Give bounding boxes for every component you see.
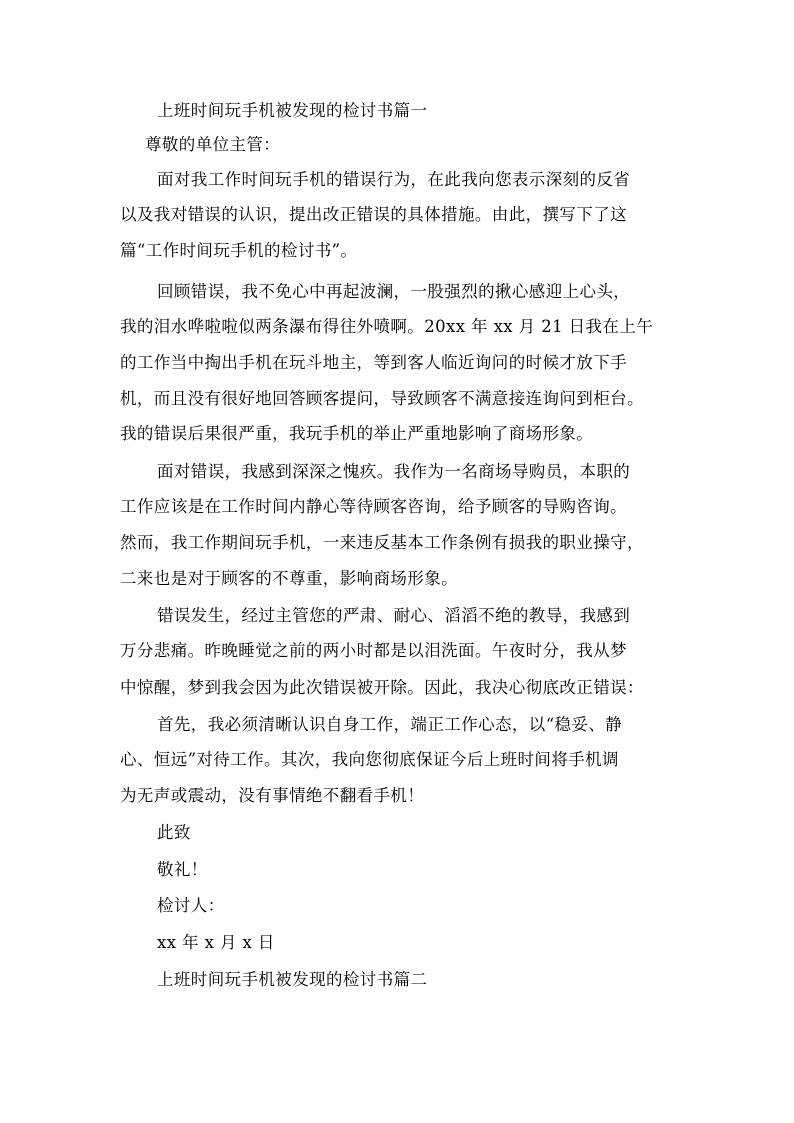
paragraph-3-line-4: 二来也是对于顾客的不尊重，影响商场形象。 — [120, 569, 458, 588]
document-title: 上班时间玩手机被发现的检讨书篇一 — [157, 101, 428, 120]
paragraph-2-line-2: 我的泪水哗啦啦似两条瀑布得往外喷啊。20xx 年 xx 月 21 日我在上午 — [120, 317, 654, 336]
paragraph-3-line-2: 工作应该是在工作时间内静心等待顾客咨询，给予顾客的导购咨询。 — [120, 497, 627, 516]
paragraph-3-line-1: 面对错误，我感到深深之愧疚。我作为一名商场导购员，本职的 — [157, 462, 631, 481]
paragraph-5-line-2: 心、恒远”对待工作。其次，我向您彻底保证今后上班时间将手机调 — [120, 750, 619, 769]
paragraph-5-line-3: 为无声或震动，没有事情绝不翻看手机！ — [120, 786, 425, 805]
closing-cizhi: 此致 — [157, 823, 191, 842]
next-section-title: 上班时间玩手机被发现的检讨书篇二 — [157, 970, 428, 989]
paragraph-4-line-3: 中惊醒，梦到我会因为此次错误被开除。因此，我决心彻底改正错误： — [120, 678, 644, 697]
paragraph-1-line-2: 以及我对错误的认识，提出改正错误的具体措施。由此，撰写下了这 — [120, 205, 627, 224]
paragraph-5-line-1: 首先，我必须清晰认识自身工作，端正工作心态，以“稳妥、静 — [157, 715, 623, 734]
signer-label: 检讨人： — [157, 896, 225, 915]
paragraph-4-line-1: 错误发生，经过主管您的严肃、耐心、滔滔不绝的教导，我感到 — [157, 606, 631, 625]
paragraph-2-line-4: 机，而且没有很好地回答顾客提问，导致顾客不满意接连询问到柜台。 — [120, 389, 644, 408]
paragraph-1-line-1: 面对我工作时间玩手机的错误行为，在此我向您表示深刻的反省 — [157, 170, 631, 189]
paragraph-4-line-2: 万分悲痛。昨晚睡觉之前的两小时都是以泪洗面。午夜时分，我从梦 — [120, 641, 627, 660]
closing-jingli: 敬礼！ — [157, 860, 208, 879]
paragraph-1-line-3: 篇“工作时间玩手机的检讨书”。 — [120, 241, 358, 260]
salutation: 尊敬的单位主管： — [145, 135, 281, 154]
paragraph-3-line-3: 然而，我工作期间玩手机，一来违反基本工作条例有损我的职业操守， — [120, 533, 644, 552]
paragraph-2-line-1: 回顾错误，我不免心中再起波澜，一股强烈的揪心感迎上心头， — [157, 282, 631, 301]
paragraph-2-line-5: 我的错误后果很严重，我玩手机的举止严重地影响了商场形象。 — [120, 424, 594, 443]
signature-date: xx 年 x 月 x 日 — [157, 933, 275, 952]
paragraph-2-line-3: 的工作当中掏出手机在玩斗地主，等到客人临近询问的时候才放下手 — [120, 353, 627, 372]
